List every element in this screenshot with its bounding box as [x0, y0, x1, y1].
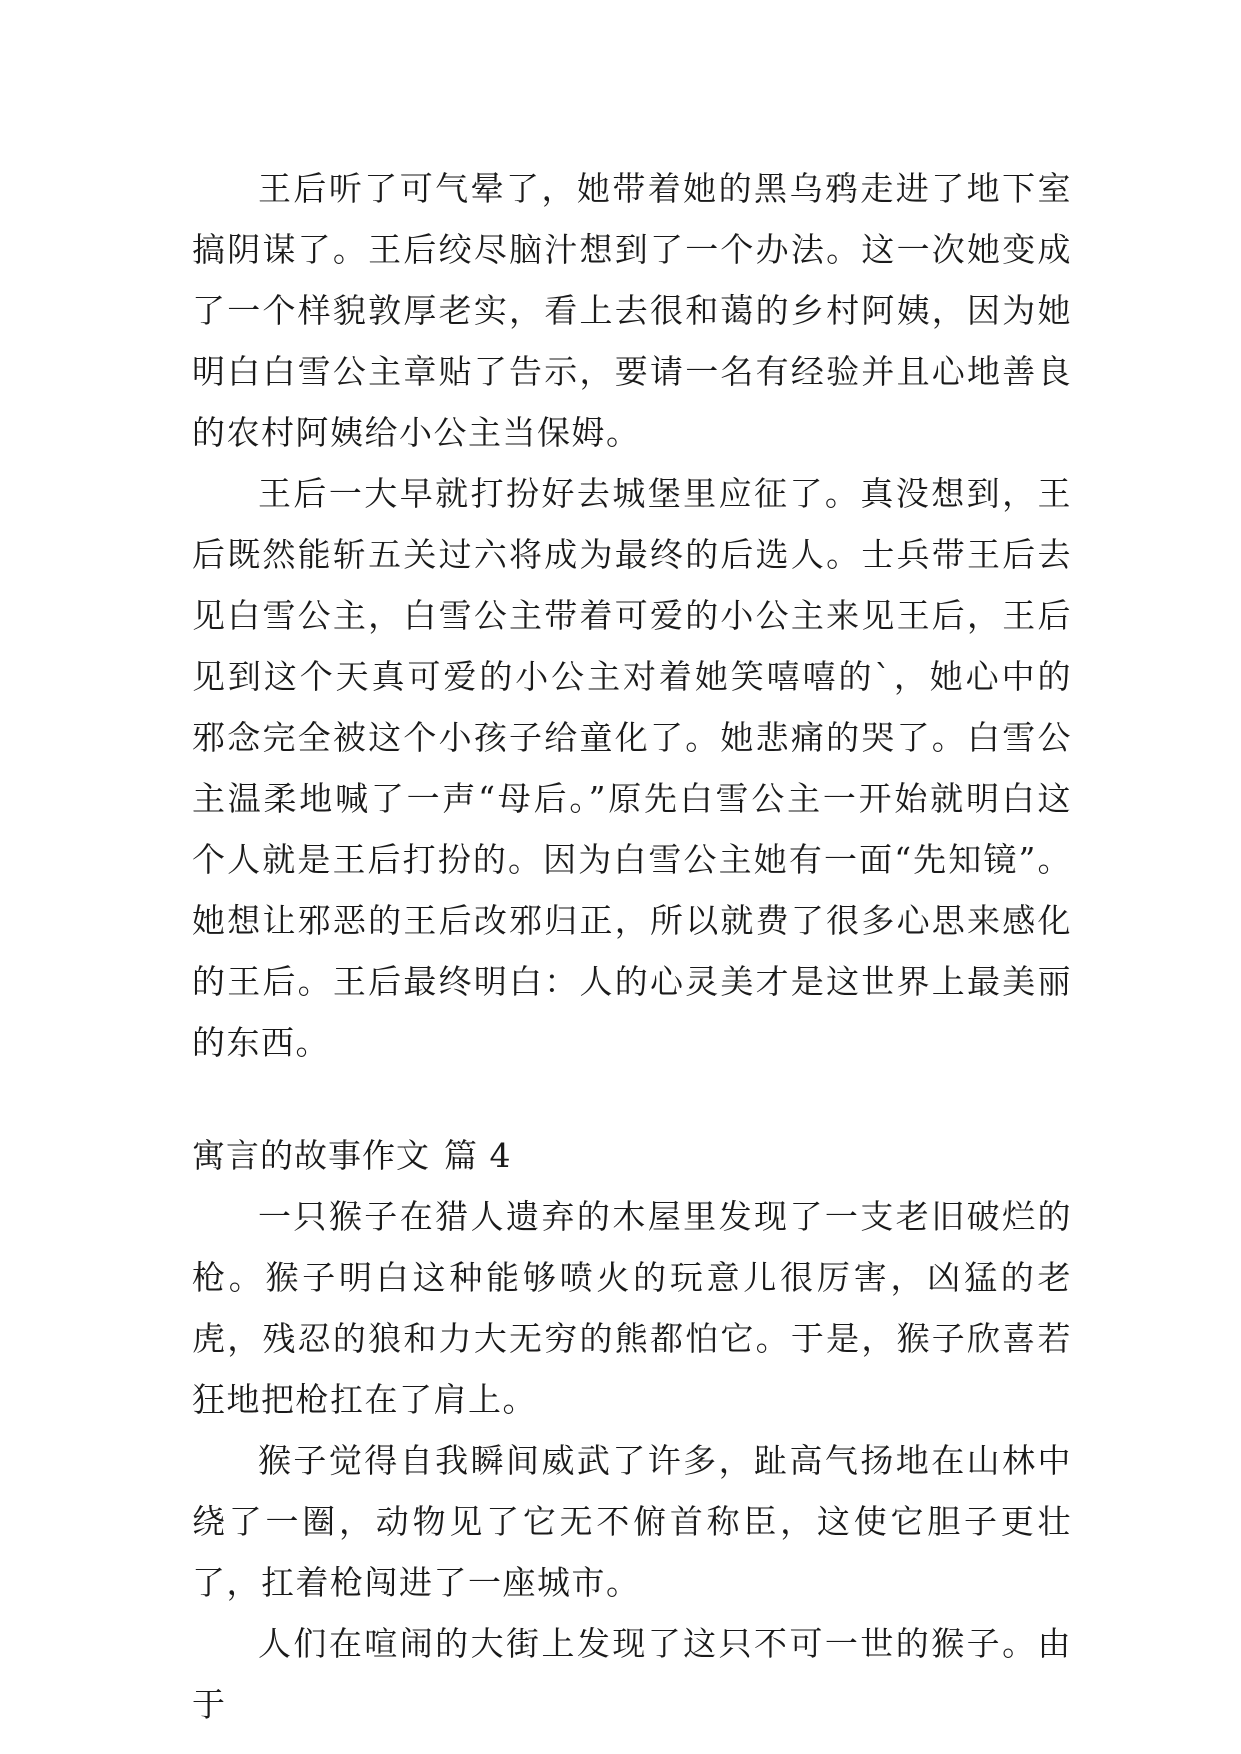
paragraph-monkey-enters-city: 猴子觉得自我瞬间威武了许多，趾高气扬地在山林中绕了一圈，动物见了它无不俯首称臣，这使它胆子更壮了，扛着枪闯进了一座城市。 [192, 1441, 1072, 1602]
section-heading-text: 寓言的故事作文 [192, 1136, 430, 1175]
document-body [192, 158, 1072, 1735]
section-heading-number: 篇 4 [444, 1136, 512, 1175]
section-heading [192, 1125, 1072, 1186]
paragraph-queen-redeemed: 王后一大早就打扮好去城堡里应征了。真没想到，王后既然能斩五关过六将成为最终的后选人。士兵带王后去见白雪公主，白雪公主带着可爱的小公主来见王后，王后见到这个天真可爱的小公主对着她笑嘻嘻的`，她心中的邪念完全被这个小孩子给童化了。她悲痛的哭了。白雪公主温柔地喊了一声“母后。”原先白雪公主一开始就明白这个人就是王后打扮的。因为白雪公主她有一面“先知镜”。她想让邪恶的王后改邪归正，所以就费了很多心思来感化的王后。王后最终明白：人的心灵美才是这世界上最美丽的东西。 [192, 474, 1072, 1062]
paragraph-queen-plot: 王后听了可气晕了，她带着她的黑乌鸦走进了地下室搞阴谋了。王后绞尽脑汁想到了一个办法。这一次她变成了一个样貌敦厚老实，看上去很和蔼的乡村阿姨，因为她明白白雪公主章贴了告示，要请一名有经验并且心地善良的农村阿姨给小公主当保姆。 [192, 169, 1072, 452]
paragraph-people-see-monkey: 人们在喧闹的大街上发现了这只不可一世的猴子。由于 [192, 1624, 1072, 1724]
paragraph-monkey-finds-gun: 一只猴子在猎人遗弃的木屋里发现了一支老旧破烂的枪。猴子明白这种能够喷火的玩意儿很厉害，凶猛的老虎，残忍的狼和力大无穷的熊都怕它。于是，猴子欣喜若狂地把枪扛在了肩上。 [192, 1197, 1072, 1419]
